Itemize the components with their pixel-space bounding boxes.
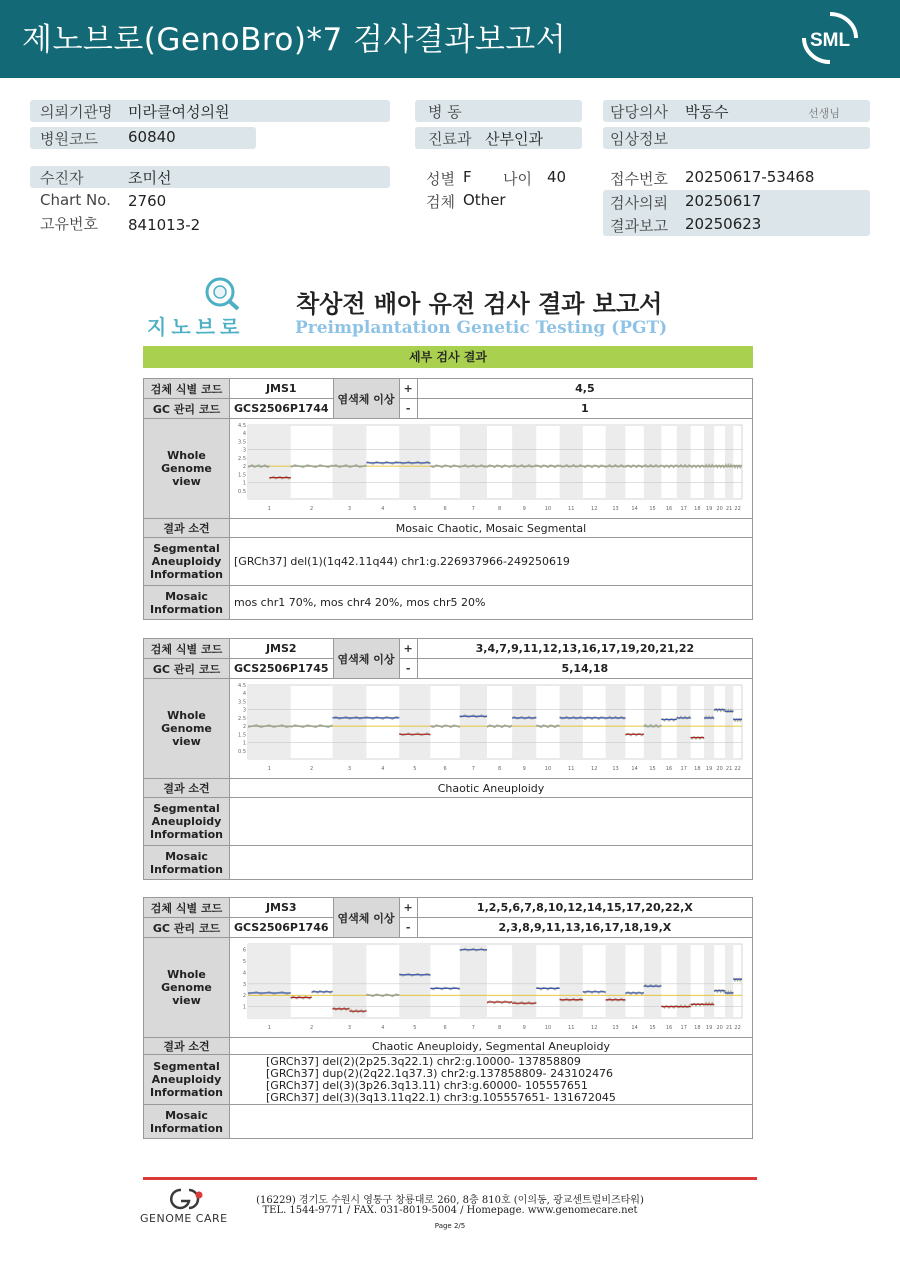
x-tick-label: 14 bbox=[631, 766, 638, 772]
y-tick-label: 0.5 bbox=[238, 748, 246, 755]
y-tick-label: 4 bbox=[242, 691, 246, 698]
chrom-band bbox=[512, 685, 536, 759]
hospital-code-label: 병원코드 bbox=[40, 130, 98, 148]
chrom-band bbox=[677, 425, 691, 499]
chrom-band bbox=[725, 425, 733, 499]
x-tick-label: 17 bbox=[680, 506, 687, 512]
doctor-suffix: 선생님 bbox=[808, 107, 840, 120]
chrom-band bbox=[512, 425, 536, 499]
x-tick-label: 22 bbox=[734, 506, 741, 512]
x-tick-label: 14 bbox=[631, 1025, 638, 1031]
segmental-value bbox=[230, 1055, 753, 1105]
footer-contact: TEL. 1544-9771 / FAX. 031-8019-5004 / Homepage. www.genomecare.net bbox=[262, 1205, 638, 1216]
page-number: Page 2/5 bbox=[434, 1222, 466, 1230]
x-tick-label: 2 bbox=[310, 766, 314, 772]
x-tick-label: 13 bbox=[612, 1025, 619, 1031]
genobro-logo-icon bbox=[198, 276, 244, 312]
plus-sign: + bbox=[399, 379, 417, 399]
mosaic-value: mos chr1 70%, mos chr4 20%, mos chr5 20% bbox=[230, 586, 753, 620]
segmental-label: Segmental Aneuploidy Information bbox=[144, 538, 230, 586]
chrom-band bbox=[512, 944, 536, 1018]
request-value: 20250617 bbox=[685, 192, 762, 210]
y-tick-label: 1 bbox=[242, 480, 246, 487]
x-tick-label: 11 bbox=[568, 766, 575, 772]
chrom-band bbox=[332, 944, 366, 1018]
chrom-band bbox=[644, 425, 662, 499]
x-tick-label: 10 bbox=[544, 766, 552, 772]
minus-sign: - bbox=[399, 659, 417, 679]
sample-code-value: JMS3 bbox=[230, 898, 334, 918]
y-tick-label: 3.5 bbox=[238, 699, 246, 706]
x-tick-label: 16 bbox=[665, 506, 673, 512]
report-label: 결과보고 bbox=[610, 217, 668, 235]
chart-label: Chart No. bbox=[40, 191, 111, 209]
sample-code-label: 검체 식별 코드 bbox=[144, 379, 230, 399]
mosaic-value bbox=[230, 846, 753, 880]
chrom-band bbox=[332, 685, 366, 759]
segmental-line: [GRCh37] dup(2)(2q22.1q37.3) chr2:g.137858809- 243102476 bbox=[266, 1066, 614, 1080]
section-heading: 세부 검사 결과 bbox=[143, 346, 753, 368]
x-tick-label: 12 bbox=[591, 506, 598, 512]
x-tick-label: 18 bbox=[694, 766, 701, 772]
x-tick-label: 21 bbox=[725, 766, 733, 772]
x-tick-label: 3 bbox=[347, 1025, 352, 1031]
x-tick-label: 18 bbox=[694, 1025, 701, 1031]
dept-label: 진료과 bbox=[428, 130, 472, 148]
y-tick-label: 2.5 bbox=[238, 715, 246, 722]
receipt-label: 접수번호 bbox=[610, 170, 668, 188]
y-tick-label: 3 bbox=[242, 447, 246, 454]
x-tick-label: 6 bbox=[443, 766, 447, 772]
x-tick-label: 3 bbox=[347, 506, 352, 512]
chrom-band bbox=[606, 425, 626, 499]
y-tick-label: 1.5 bbox=[238, 472, 246, 479]
x-tick-label: 9 bbox=[522, 766, 526, 772]
x-tick-label: 16 bbox=[665, 766, 673, 772]
sample-code-value: JMS2 bbox=[230, 639, 334, 659]
x-tick-label: 12 bbox=[591, 1025, 598, 1031]
chrom-band bbox=[560, 944, 583, 1018]
x-tick-label: 8 bbox=[497, 506, 502, 512]
institution-label: 의뢰기관명 bbox=[40, 103, 113, 121]
chrom-abn-label: 염색체 이상 bbox=[333, 379, 399, 419]
patient-value: 조미선 bbox=[128, 169, 172, 187]
chrom-band bbox=[704, 944, 714, 1018]
x-tick-label: 15 bbox=[649, 506, 656, 512]
x-tick-label: 5 bbox=[413, 1025, 417, 1031]
chrom-band bbox=[704, 685, 714, 759]
chrom-abn-label: 염색체 이상 bbox=[333, 898, 399, 938]
sample-code-value: JMS1 bbox=[230, 379, 334, 399]
genome-plot-1 bbox=[234, 421, 746, 513]
loss-value: 1 bbox=[417, 399, 752, 419]
segmental-value bbox=[230, 538, 753, 586]
x-tick-label: 12 bbox=[591, 766, 598, 772]
mosaic-value bbox=[230, 1105, 753, 1139]
receipt-value: 20250617-53468 bbox=[685, 168, 815, 186]
gain-value: 4,5 bbox=[417, 379, 752, 399]
result-value: Chaotic Aneuploidy, Segmental Aneuploidy bbox=[230, 1038, 753, 1055]
x-tick-label: 20 bbox=[716, 506, 723, 512]
chrom-band bbox=[606, 685, 626, 759]
y-tick-label: 4.5 bbox=[238, 423, 246, 429]
loss-value: 5,14,18 bbox=[417, 659, 752, 679]
x-tick-label: 4 bbox=[381, 1025, 385, 1031]
sex-value: F bbox=[463, 168, 472, 186]
y-tick-label: 3 bbox=[242, 981, 246, 988]
x-tick-label: 10 bbox=[544, 506, 552, 512]
specimen-label: 검체 bbox=[426, 193, 455, 211]
result-label: 결과 소견 bbox=[144, 519, 230, 538]
x-tick-label: 21 bbox=[725, 1025, 733, 1031]
hospital-code-value: 60840 bbox=[128, 128, 176, 146]
x-tick-label: 15 bbox=[649, 766, 656, 772]
genome-plot-3 bbox=[234, 940, 746, 1032]
x-tick-label: 7 bbox=[471, 766, 475, 772]
minus-sign: - bbox=[399, 399, 417, 419]
whole-genome-cell bbox=[230, 419, 753, 519]
clinical-label: 임상정보 bbox=[610, 130, 668, 148]
gain-value: 3,4,7,9,11,12,13,16,17,19,20,21,22 bbox=[417, 639, 752, 659]
x-tick-label: 5 bbox=[413, 506, 417, 512]
x-tick-label: 5 bbox=[413, 766, 417, 772]
chrom-band bbox=[644, 685, 662, 759]
chrom-band bbox=[332, 425, 366, 499]
y-tick-label: 2 bbox=[242, 993, 246, 1000]
uid-label: 고유번호 bbox=[40, 215, 98, 233]
age-label: 나이 bbox=[503, 170, 532, 188]
y-tick-label: 4 bbox=[242, 970, 246, 977]
chrom-band bbox=[399, 944, 430, 1018]
y-tick-label: 5 bbox=[242, 959, 246, 966]
whole-genome-cell bbox=[230, 679, 753, 779]
chrom-band bbox=[248, 425, 291, 499]
chrom-band bbox=[460, 425, 487, 499]
plus-sign: + bbox=[399, 898, 417, 918]
specimen-value: Other bbox=[463, 191, 506, 209]
header-bar bbox=[0, 0, 900, 78]
plot-frame bbox=[248, 425, 742, 499]
x-tick-label: 13 bbox=[612, 766, 619, 772]
report-subtitle: Preimplantation Genetic Testing (PGT) bbox=[295, 318, 668, 338]
sex-label: 성별 bbox=[426, 170, 455, 188]
whole-genome-cell bbox=[230, 938, 753, 1038]
x-tick-label: 15 bbox=[649, 1025, 656, 1031]
segmental-label: Segmental Aneuploidy Information bbox=[144, 1055, 230, 1105]
x-tick-label: 19 bbox=[705, 766, 713, 772]
whole-genome-label: Whole Genome view bbox=[144, 419, 230, 519]
segmental-value bbox=[230, 798, 753, 846]
gc-code-label: GC 관리 코드 bbox=[144, 399, 230, 419]
segmental-line: [GRCh37] del(3)(3p26.3q13.11) chr3:g.60000- 105557651 bbox=[266, 1078, 588, 1092]
x-tick-label: 7 bbox=[471, 1025, 475, 1031]
chrom-band bbox=[644, 944, 662, 1018]
chrom-band bbox=[725, 944, 733, 1018]
report-title: 착상전 배아 유전 검사 결과 보고서 bbox=[296, 290, 663, 318]
request-label: 검사의뢰 bbox=[610, 194, 668, 212]
x-tick-label: 3 bbox=[347, 766, 352, 772]
y-tick-label: 3.5 bbox=[238, 439, 246, 446]
y-tick-label: 1.5 bbox=[238, 732, 246, 739]
y-tick-label: 2 bbox=[242, 724, 246, 731]
doctor-value: 박동수 bbox=[685, 103, 729, 121]
x-tick-label: 4 bbox=[381, 766, 385, 772]
x-tick-label: 17 bbox=[680, 1025, 687, 1031]
chrom-band bbox=[677, 685, 691, 759]
x-tick-label: 10 bbox=[544, 1025, 552, 1031]
segmental-line: [GRCh37] del(3)(3q13.11q22.1) chr3:g.105557651- 131672045 bbox=[266, 1090, 616, 1104]
whole-genome-label: Whole Genome view bbox=[144, 938, 230, 1038]
x-tick-label: 14 bbox=[631, 506, 638, 512]
y-tick-label: 2.5 bbox=[238, 455, 246, 462]
patient-label: 수진자 bbox=[40, 169, 84, 187]
mosaic-label: Mosaic Information bbox=[144, 586, 230, 620]
x-tick-label: 8 bbox=[497, 766, 502, 772]
segmental-label: Segmental Aneuploidy Information bbox=[144, 798, 230, 846]
x-tick-label: 9 bbox=[522, 506, 526, 512]
dept-value: 산부인과 bbox=[485, 130, 543, 148]
result-label: 결과 소견 bbox=[144, 779, 230, 798]
patient-row bbox=[30, 166, 390, 188]
x-tick-label: 21 bbox=[725, 506, 733, 512]
x-tick-label: 1 bbox=[267, 506, 271, 512]
y-tick-label: 1 bbox=[242, 1004, 246, 1011]
chart-value: 2760 bbox=[128, 192, 167, 210]
whole-genome-label: Whole Genome view bbox=[144, 679, 230, 779]
x-tick-label: 4 bbox=[381, 506, 385, 512]
x-tick-label: 22 bbox=[734, 1025, 741, 1031]
gc-code-value: GCS2506P1745 bbox=[230, 659, 334, 679]
gain-value: 1,2,5,6,7,8,10,12,14,15,17,20,22,X bbox=[417, 898, 752, 918]
gc-code-value: GCS2506P1746 bbox=[230, 918, 334, 938]
x-tick-label: 6 bbox=[443, 1025, 447, 1031]
y-tick-label: 1 bbox=[242, 740, 246, 747]
sample-table-1 bbox=[143, 378, 753, 620]
footer-address: (16229) 경기도 수원시 영통구 창룡대로 260, 8층 810호 (이의동, 광교센트럴비즈타워) bbox=[256, 1195, 644, 1206]
ward-label: 병 동 bbox=[428, 103, 462, 121]
x-tick-label: 13 bbox=[612, 506, 619, 512]
x-tick-label: 20 bbox=[716, 1025, 723, 1031]
x-tick-label: 18 bbox=[694, 506, 701, 512]
x-tick-label: 2 bbox=[310, 1025, 314, 1031]
sample-table-2 bbox=[143, 638, 753, 880]
x-tick-label: 1 bbox=[267, 1025, 271, 1031]
x-tick-label: 6 bbox=[443, 506, 447, 512]
y-tick-label: 3 bbox=[242, 707, 246, 714]
chrom-band bbox=[560, 685, 583, 759]
result-label: 결과 소견 bbox=[144, 1038, 230, 1055]
y-tick-label: 4.5 bbox=[238, 683, 246, 689]
chrom-band bbox=[248, 944, 291, 1018]
x-tick-label: 11 bbox=[568, 1025, 575, 1031]
chrom-band bbox=[460, 944, 487, 1018]
gc-code-value: GCS2506P1744 bbox=[230, 399, 334, 419]
gc-code-label: GC 관리 코드 bbox=[144, 659, 230, 679]
x-tick-label: 22 bbox=[734, 766, 741, 772]
plus-sign: + bbox=[399, 639, 417, 659]
y-tick-label: 4 bbox=[242, 431, 246, 438]
chrom-band bbox=[399, 685, 430, 759]
minus-sign: - bbox=[399, 918, 417, 938]
x-tick-label: 8 bbox=[497, 1025, 502, 1031]
sml-logo-text: SML bbox=[809, 30, 851, 51]
sample-code-label: 검체 식별 코드 bbox=[144, 639, 230, 659]
doctor-label: 담당의사 bbox=[610, 103, 668, 121]
segmental-line: [GRCh37] del(2)(2p25.3q22.1) chr2:g.10000- 137858809 bbox=[266, 1054, 581, 1068]
segmental-line: [GRCh37] del(1)(1q42.11q44) chr1:g.226937966-249250619 bbox=[234, 555, 570, 568]
x-tick-label: 9 bbox=[522, 1025, 526, 1031]
y-tick-label: 6 bbox=[242, 947, 246, 954]
result-value: Mosaic Chaotic, Mosaic Segmental bbox=[230, 519, 753, 538]
loss-value: 2,3,8,9,11,13,16,17,18,19,X bbox=[417, 918, 752, 938]
chrom-band bbox=[560, 425, 583, 499]
chrom-abn-label: 염색체 이상 bbox=[333, 639, 399, 679]
chrom-band bbox=[725, 685, 733, 759]
institution-value: 미라클여성의원 bbox=[128, 103, 230, 121]
x-tick-label: 19 bbox=[705, 1025, 713, 1031]
y-tick-label: 0.5 bbox=[238, 488, 246, 495]
chrom-band bbox=[460, 685, 487, 759]
plot-frame bbox=[248, 685, 742, 759]
x-tick-label: 1 bbox=[267, 766, 271, 772]
sample-code-label: 검체 식별 코드 bbox=[144, 898, 230, 918]
uid-value: 841013-2 bbox=[128, 216, 201, 234]
chrom-band bbox=[606, 944, 626, 1018]
chrom-band bbox=[704, 425, 714, 499]
mosaic-label: Mosaic Information bbox=[144, 1105, 230, 1139]
age-value: 40 bbox=[547, 168, 567, 186]
sample-table-3 bbox=[143, 897, 753, 1139]
genome-plot-2 bbox=[234, 681, 746, 773]
report-value: 20250623 bbox=[685, 215, 762, 233]
footer-divider bbox=[143, 1177, 757, 1180]
gc-code-label: GC 관리 코드 bbox=[144, 918, 230, 938]
sml-logo bbox=[800, 10, 860, 66]
chrom-band bbox=[248, 685, 291, 759]
mosaic-label: Mosaic Information bbox=[144, 846, 230, 880]
genobro-logo-text: 지노브로 bbox=[147, 315, 245, 339]
x-tick-label: 16 bbox=[665, 1025, 673, 1031]
x-tick-label: 11 bbox=[568, 506, 575, 512]
x-tick-label: 19 bbox=[705, 506, 713, 512]
y-tick-label: 2 bbox=[242, 464, 246, 471]
document-title: 제노브로(GenoBro)*7 검사결과보고서 bbox=[22, 22, 567, 58]
x-tick-label: 7 bbox=[471, 506, 475, 512]
result-value: Chaotic Aneuploidy bbox=[230, 779, 753, 798]
x-tick-label: 17 bbox=[680, 766, 687, 772]
x-tick-label: 2 bbox=[310, 506, 314, 512]
x-tick-label: 20 bbox=[716, 766, 723, 772]
genome-care-text: GENOME CARE bbox=[140, 1212, 228, 1225]
